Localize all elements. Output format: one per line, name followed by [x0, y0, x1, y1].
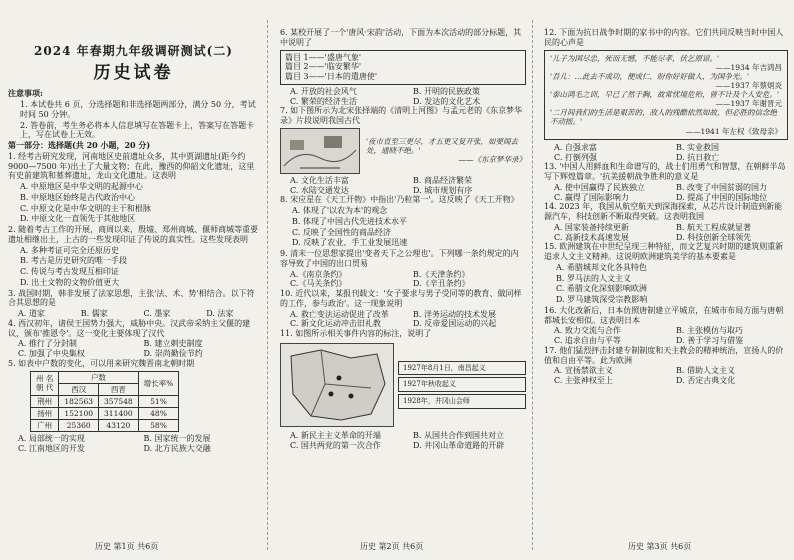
map-image — [280, 343, 394, 427]
q6-title-1: 篇目 1——'盛唐气象' — [285, 52, 362, 62]
q12-option-a: A. 自强求富 — [554, 142, 597, 152]
table-cell: 51% — [138, 395, 179, 407]
letter-2: '吾儿：…此去不成功，便成仁，盼你好好做人，为国争光。' — [550, 71, 750, 81]
table-cell: 48% — [138, 408, 179, 420]
letter-4-source: ——1941 年左权《致母亲》 — [685, 126, 782, 136]
q7-option-d: D. 城市规划有序 — [413, 185, 473, 195]
q11-options-row2 — [280, 441, 526, 451]
q8-option-d: D. 反映了农业、手工业发展迅速 — [292, 238, 408, 248]
q4-option-b: B. 建立刺史制度 — [143, 339, 203, 349]
q13-option-b: B. 改变了中国贫弱的国力 — [676, 182, 767, 192]
table-cell: 荆州 — [31, 395, 59, 407]
question-6: 6. 某校开展了一个'唐风·宋韵'活动，下面为本次活动的部分标题，其中说明了 — [280, 28, 522, 47]
q13-options-row1 — [544, 183, 788, 193]
table-cell: 扬州 — [31, 408, 59, 420]
question-1: 1. 经考古研究发现，河南地区史前遗址众多，其中贾湖遗址(距今约 9000—7500 年)出土了大量文物；在此，豫西的仰韶文化遗址，这里有史前建筑和墓葬遗址，龙山文化遗址。这表明 — [8, 151, 255, 181]
page-2-footer: 历史 第2页 共6页 — [360, 542, 424, 552]
q15-option-d: D. 罗马建筑深受宗教影响 — [556, 295, 648, 305]
q14-options-row2 — [544, 233, 788, 243]
q3-option-a: A. 道家 — [18, 309, 45, 319]
table-row — [31, 395, 179, 407]
q8-option-b: B. 体现了中国古代先进技术水平 — [292, 216, 407, 226]
q4-option-d: D. 崇尚勤俭节约 — [143, 349, 203, 359]
exam-title: 2024 年春期九年级调研测试(二) — [34, 44, 233, 58]
q10-options-row1 — [280, 310, 526, 320]
painting-image — [280, 128, 360, 174]
q17-options-row2 — [544, 376, 788, 386]
table-cell: 357548 — [99, 395, 139, 407]
question-3: 3. 战国时期，韩非发展了法家思想，主张'法、术、势'相结合。以下符合其思想的是 — [8, 288, 255, 308]
column-divider — [532, 20, 533, 550]
q5-options-row1 — [8, 434, 259, 444]
q6-option-a: A. 开放的社会风气 — [290, 86, 357, 96]
q1-option-d: D. 中原文化一直领先于其他地区 — [20, 214, 136, 224]
part-heading: 第一部分：选择题(共 20 小题，20 分) — [8, 140, 151, 151]
question-8: 8. 宋应星在《天工开物》中指出'乃粒第一'。这反映了《天工开物》 — [280, 195, 519, 205]
q1-option-a: A. 中原地区是中华文明的起源中心 — [20, 182, 143, 192]
question-14: 14. 2023 年，我国从航空航天到深海探索，从芯片设计制造到新能源汽车，科技创新不断取得突破。这表明我国 — [544, 202, 783, 222]
q16-option-d: D. 善于学习与借鉴 — [676, 336, 744, 346]
q5-option-b: B. 国家统一的发展 — [143, 434, 211, 444]
q5-option-a: A. 局部统一的实现 — [18, 434, 85, 444]
q3-options — [8, 309, 259, 319]
page-2 — [270, 0, 532, 560]
q12-letters-box — [544, 50, 788, 140]
q13-options-row2 — [544, 193, 788, 203]
q16-options-row2 — [544, 336, 788, 346]
map-notes — [398, 359, 526, 411]
corner-top: 州 名 — [36, 374, 54, 384]
q7-option-c: C. 水陆交通发达 — [290, 185, 349, 195]
q6-options-row2 — [280, 97, 526, 107]
notice-1: 1. 本试卷共 6 页，分选择题和非选择题两部分，满分 50 分，考试时间 50 分钟。 — [20, 100, 256, 119]
q12-option-d: D. 抗日救亡 — [676, 152, 720, 162]
q7-option-b: B. 商品经济繁荣 — [413, 175, 472, 185]
q9-option-c: C.《马关条约》 — [290, 279, 347, 289]
q15-option-c: C. 希腊文化深刻影响欧洲 — [556, 284, 647, 294]
question-15: 15. 欧洲建筑在中世纪呈现三种特征，而文艺复兴时期的建筑则重新追求人文主义精神。这说明欧洲建筑美学的基本要素是 — [544, 242, 784, 262]
q15-option-a: A. 希腊城邦文化各具特色 — [556, 262, 647, 272]
q14-option-d: D. 科技创新全球领先 — [676, 232, 752, 242]
map-note-1: 1927年8月1日，南昌起义 — [398, 361, 526, 376]
q12-options-row1 — [544, 143, 788, 153]
q5-options-row2 — [8, 444, 259, 454]
notice-heading: 注意事项: — [8, 88, 43, 99]
q6-title-box — [280, 50, 526, 85]
q5-option-d: D. 北方民族大交融 — [143, 444, 211, 454]
header-group: 户数 — [59, 371, 138, 383]
q10-option-c: C. 新文化运动冲击旧礼教 — [290, 319, 381, 329]
q7-quote: '夜市直至三更尽，才五更又复开张，如要闹去处，通晓不绝。' — [366, 137, 519, 156]
map-note-3: 1928年，井冈山会师 — [398, 394, 526, 409]
question-11: 11. 如图所示相关事件内容的标注，说明了 — [280, 329, 432, 338]
q9-option-b: B.《天津条约》 — [413, 269, 470, 279]
q9-options-row2 — [280, 279, 526, 289]
q7-source: ——《东京梦华录》 — [458, 155, 526, 165]
q3-option-c: C. 墨家 — [143, 309, 171, 319]
q15-option-b: B. 罗马法的人文主义 — [556, 273, 631, 283]
q13-option-a: A. 使中国赢得了民族独立 — [554, 182, 645, 192]
q12-options-row2 — [544, 153, 788, 163]
q16-option-a: A. 致力交流与合作 — [554, 326, 621, 336]
q5-option-c: C. 江南地区的开发 — [18, 444, 85, 454]
table-row — [31, 420, 179, 432]
q10-option-b: B. 洋务运动的技术发展 — [413, 309, 496, 319]
map-note-2: 1927年秋收起义 — [398, 377, 526, 392]
q6-option-c: C. 繁荣的经济生活 — [290, 96, 357, 106]
table-cell: 43120 — [99, 420, 139, 432]
q6-options-row1 — [280, 87, 526, 97]
q14-option-b: B. 航天工程成就显著 — [676, 222, 751, 232]
table-cell: 25360 — [59, 420, 99, 432]
letter-1: '儿子为国尽忠，死而无憾，不能尽孝，伏乞原谅。' — [550, 53, 720, 63]
household-table — [30, 371, 179, 433]
q16-option-b: B. 主张模仿与取巧 — [676, 326, 743, 336]
q7-options-row2 — [280, 186, 526, 196]
q2-option-c: C. 传说与考古发现互相印证 — [20, 267, 119, 277]
question-2: 2. 随着考古工作的开展，商周以来，殷墟、郑州商城、偃师商城等重要遗址相继出土，上古的一些发现印证了传说的真实性。这些发现表明 — [8, 225, 259, 244]
page-1-footer: 历史 第1页 共6页 — [95, 542, 159, 552]
q11-option-a: A. 新民主主义革命的开端 — [290, 430, 381, 440]
q4-options-row1 — [8, 339, 259, 349]
q7-options-row1 — [280, 176, 526, 186]
q7-figure — [280, 128, 526, 174]
letter-3: '泰山鸿毛之训，早已了然于胸，故常忧境危殆，曾不计及个人安危。' — [550, 90, 780, 100]
table-cell: 152100 — [59, 408, 99, 420]
question-16: 16. 大化改新后，日本仿照唐制建立平城京，在城市布局方面与唐朝都城长安相似。这表明日本 — [544, 305, 784, 325]
q1-option-b: B. 中原地区始终是古代政治中心 — [20, 192, 135, 202]
q9-option-d: D.《辛丑条约》 — [413, 279, 470, 289]
question-17: 17. 他们猛烈抨击封建专制制度和天主教会的精神统治，宣扬人的价值和自由平等。此为欧洲 — [544, 345, 784, 365]
q17-option-d: D. 否定古典文化 — [676, 376, 736, 386]
column-divider — [267, 20, 268, 550]
q10-option-d: D. 反帝爱国运动的兴起 — [413, 319, 497, 329]
q16-options-row1 — [544, 326, 788, 336]
letter-2-source: ——1937 年蔡炳炎 — [715, 80, 782, 90]
q11-option-d: D. 井冈山革命道路的开辟 — [413, 440, 505, 450]
q14-options-row1 — [544, 223, 788, 233]
q2-option-a: A. 多种考证可完全还原历史 — [20, 245, 119, 255]
q12-option-c: C. 打倒列强 — [554, 152, 597, 162]
q14-option-c: C. 高新技术高速发展 — [554, 232, 629, 242]
q13-option-c: C. 赢得了国际影响力 — [554, 192, 629, 202]
question-13: 13. '中国人用鲜血和生命谱写的，战士们用勇气和智慧，在朝鲜半岛写下辉煌篇章。'抗美援朝战争胜利的意义是 — [544, 162, 786, 182]
q17-option-a: A. 宣扬禁欲主义 — [554, 366, 613, 376]
header-col: 西汉 — [59, 383, 99, 395]
page-1 — [0, 0, 265, 560]
question-4: 4. 西汉初年，诸侯王国势力强大，威胁中央。汉武帝采纳主父偃的建议，颁布'推恩令'。这一变化主要体现了汉代 — [8, 318, 251, 338]
q3-option-d: D. 法家 — [206, 309, 234, 319]
header-rate: 增长率% — [138, 371, 179, 395]
question-5: 5. 如表中户数的变化，可以用来研究魏晋南北朝时期 — [8, 358, 195, 368]
q4-options-row2 — [8, 349, 259, 359]
q13-option-d: D. 提高了中国的国际地位 — [676, 192, 768, 202]
q9-options-row1 — [280, 270, 526, 280]
q11-option-b: B. 从国共合作到国共对立 — [413, 430, 504, 440]
q16-option-c: C. 追求自由与平等 — [554, 336, 621, 346]
question-9: 9. 清末一位思想家提出'变者天下之公理也'。下列哪一条约规定的内容导致了中国的出口贸易 — [280, 249, 519, 268]
table-cell: 182563 — [59, 395, 99, 407]
q7-quote-box — [366, 137, 526, 164]
question-10: 10. 近代以来，某报刊载文：'女子要求与男子受同等的教育、做同样的工作，参与政治'。这一现象说明 — [280, 289, 522, 308]
q3-option-b: B. 儒家 — [80, 309, 108, 319]
q17-option-b: B. 借助人文主义 — [676, 366, 735, 376]
q10-option-a: A. 救亡变法运动促进了改革 — [290, 309, 389, 319]
letter-4: '二月间我们的生活是艰苦的，敌人的残酷依然如故，但必胜的信念绝不动摇。' — [550, 108, 778, 127]
q6-title-2: 篇目 2——'临安繁华' — [285, 62, 362, 72]
q4-option-c: C. 加强了中央集权 — [18, 349, 85, 359]
q6-title-3: 篇目 3——'日本的遣唐使' — [285, 72, 378, 81]
q11-option-c: C. 国共两党的第一次合作 — [290, 440, 381, 450]
q4-option-a: A. 推行了分封制 — [18, 339, 77, 349]
q2-option-d: D. 出土文物的文物价值更大 — [20, 277, 120, 287]
letter-1-source: ——1934 年吉鸿昌 — [715, 62, 782, 72]
q8-option-a: A. 体现了'以农为本'的观念 — [292, 206, 388, 215]
q2-option-b: B. 考古是历史研究的唯一手段 — [20, 256, 127, 266]
q11-figure — [280, 341, 526, 429]
q9-option-a: A.《南京条约》 — [290, 269, 347, 279]
notice-2: 2. 答卷前，考生务必将本人信息填写在答题卡上，答案写在答题卡上，写在试卷上无效。 — [20, 120, 255, 140]
table-cell: 311400 — [99, 408, 139, 420]
table-corner — [31, 371, 59, 395]
letter-3-source: ——1937 年谢晋元 — [715, 99, 782, 109]
q11-options-row1 — [280, 431, 526, 441]
table-cell: 广州 — [31, 420, 59, 432]
exam-subtitle: 历史试卷 — [93, 62, 174, 83]
q8-option-c: C. 反映了全国性的商品经济 — [292, 227, 391, 237]
q6-option-d: D. 发达的文化艺术 — [413, 96, 481, 106]
q17-option-c: C. 主张神权至上 — [554, 376, 613, 386]
table-cell: 58% — [138, 420, 179, 432]
q6-option-b: B. 开明的民族政策 — [413, 86, 480, 96]
header-col: 西晋 — [99, 383, 139, 395]
corner-bottom: 朝 代 — [36, 383, 54, 393]
q17-options-row1 — [544, 366, 788, 376]
question-7: 7. 如下图所示为北宋张择端的《清明上河图》与孟元老的《东京梦华录》片段说明我国古代 — [280, 106, 523, 125]
q12-option-b: B. 实业救国 — [676, 142, 719, 152]
question-12: 12. 下面为抗日战争时期的家书中的内容。它们共同反映当时中国人民的心声是 — [544, 28, 784, 47]
q1-option-c: C. 中原文化是中华文明的主干和根脉 — [20, 203, 151, 213]
page-3 — [534, 0, 794, 560]
q14-option-a: A. 国家装备持续更新 — [554, 222, 629, 232]
q7-option-a: A. 文化生活丰富 — [290, 175, 349, 185]
table-row — [31, 408, 179, 420]
q10-options-row2 — [280, 319, 526, 329]
page-3-footer: 历史 第3页 共6页 — [628, 542, 692, 552]
